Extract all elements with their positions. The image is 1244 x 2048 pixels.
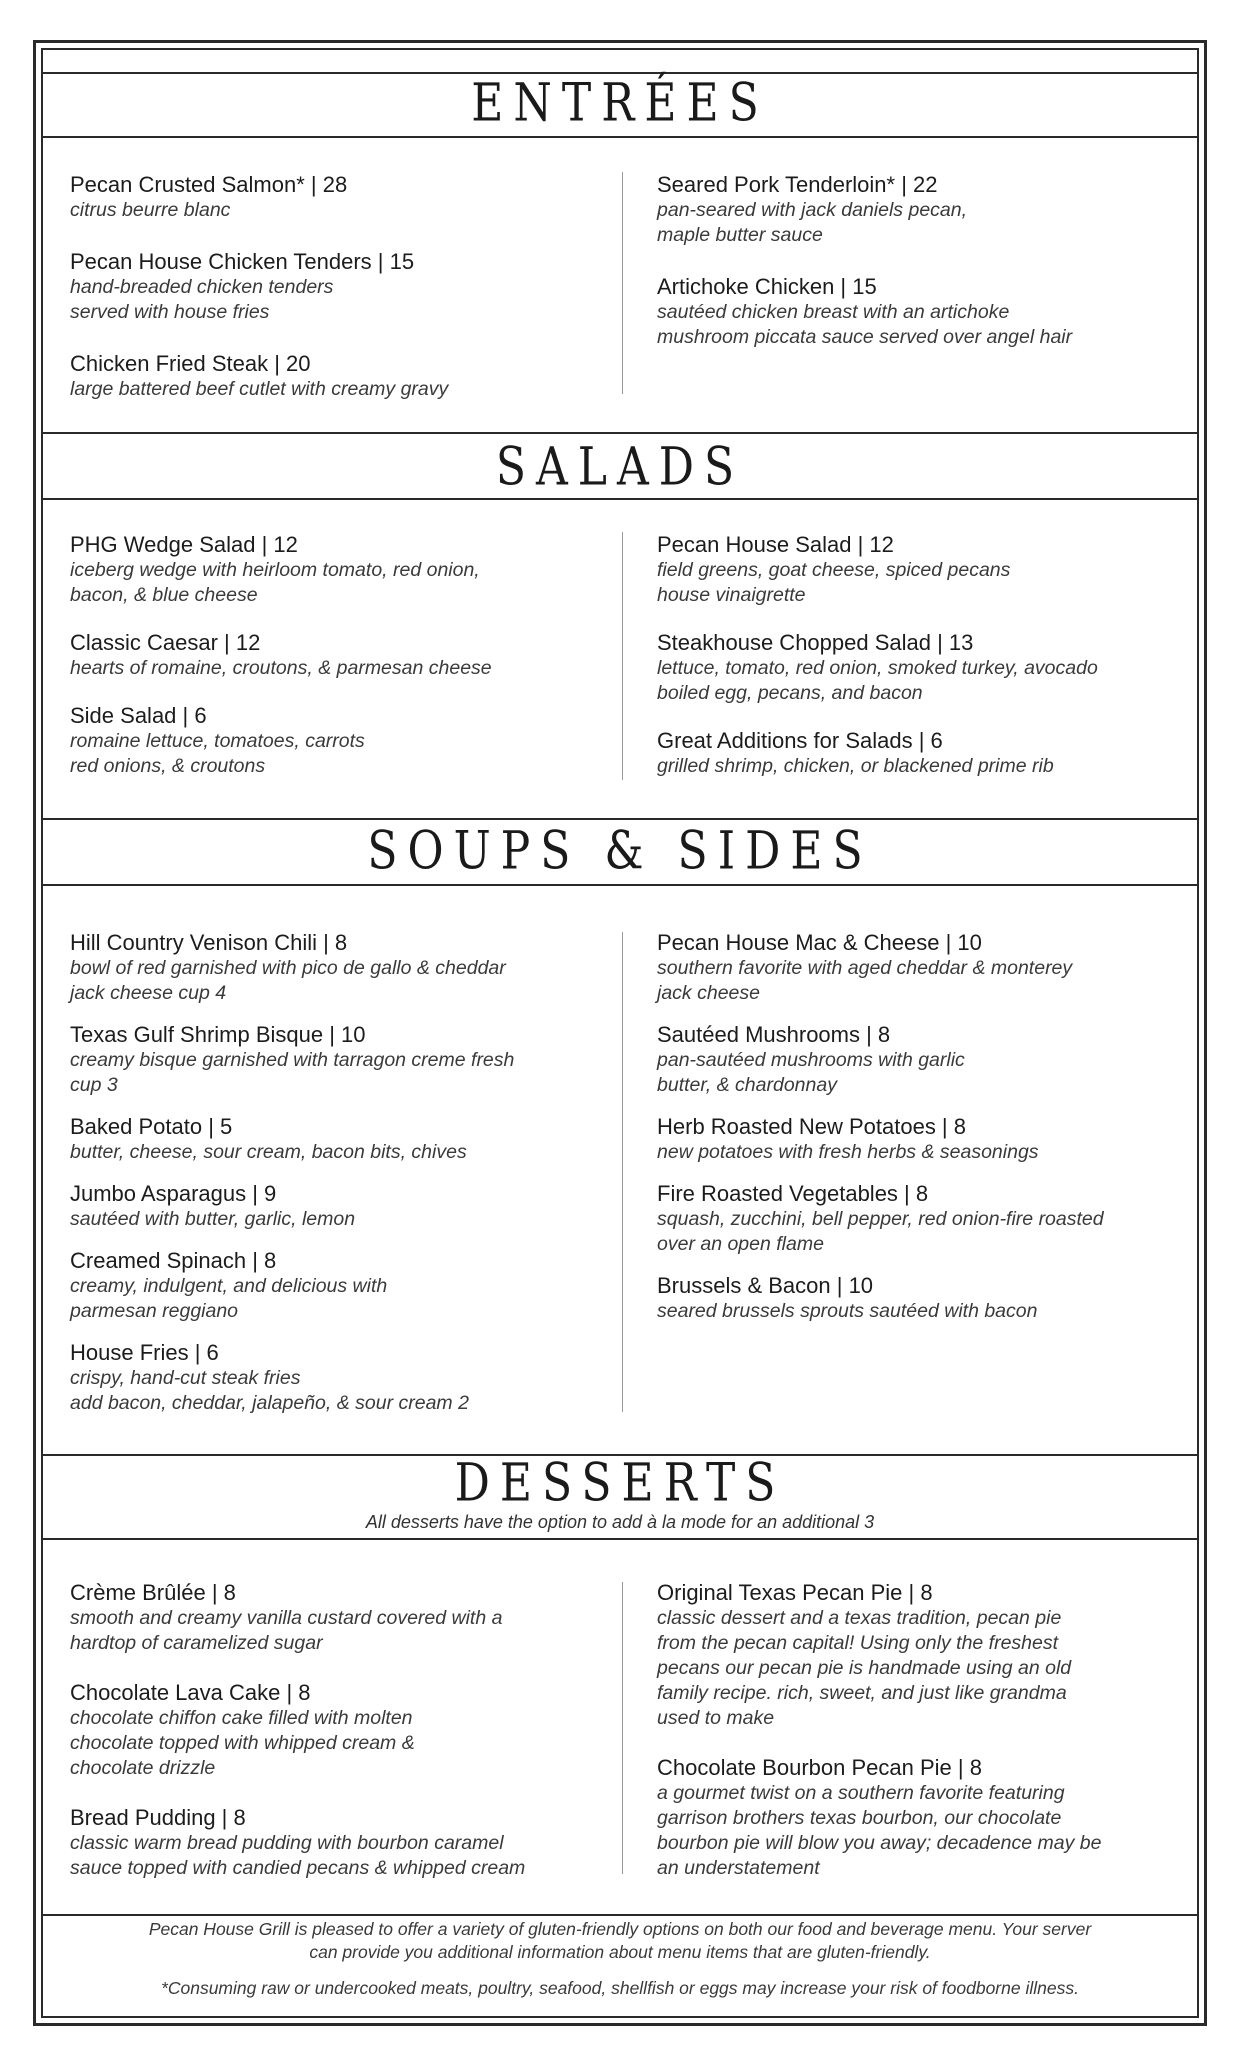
menu-item-description: add bacon, cheddar, jalapeño, & sour cream 2: [70, 1392, 469, 1414]
menu-item-name: Chocolate Bourbon Pecan Pie | 8: [657, 1755, 982, 1780]
menu-item-description: mushroom piccata sauce served over angel hair: [657, 326, 1073, 348]
menu-item-description: red onions, & croutons: [70, 755, 266, 777]
entrees-right-column: [657, 172, 1187, 350]
menu-item-name: Hill Country Venison Chili | 8: [70, 930, 348, 955]
soups-sides-left-column: [70, 930, 600, 1416]
menu-item-description: lettuce, tomato, red onion, smoked turkey, avocado: [657, 657, 1098, 679]
menu-item-description: boiled egg, pecans, and bacon: [657, 682, 923, 704]
menu-item: [657, 1022, 1187, 1098]
menu-item-description: hand-breaded chicken tenders: [70, 276, 334, 298]
menu-item-description: romaine lettuce, tomatoes, carrots: [70, 730, 365, 752]
menu-item: [657, 728, 1187, 779]
menu-item-name: Baked Potato | 5: [70, 1114, 233, 1139]
menu-item-description: creamy, indulgent, and delicious with: [70, 1275, 388, 1297]
menu-item: [70, 930, 600, 1006]
menu-item-name: Texas Gulf Shrimp Bisque | 10: [70, 1022, 366, 1047]
menu-item-description: chocolate drizzle: [70, 1757, 216, 1779]
menu-item-name: Herb Roasted New Potatoes | 8: [657, 1114, 966, 1139]
column-divider: [622, 532, 623, 780]
section-title-soups-sides: SOUPS & SIDES: [367, 821, 873, 882]
menu-item: [70, 351, 600, 402]
menu-item-name: Steakhouse Chopped Salad | 13: [657, 630, 974, 655]
menu-item-description: pan-sautéed mushrooms with garlic: [657, 1049, 965, 1071]
menu-item-name: Chicken Fried Steak | 20: [70, 351, 311, 376]
soups-sides-right-column: [657, 930, 1187, 1324]
menu-item-description: pecans our pecan pie is handmade using an old: [657, 1657, 1072, 1679]
divider: [41, 818, 1199, 820]
column-divider: [622, 932, 623, 1412]
menu-item-description: classic warm bread pudding with bourbon caramel: [70, 1832, 504, 1854]
menu-item-name: Pecan House Chicken Tenders | 15: [70, 249, 415, 274]
menu-item-description: bacon, & blue cheese: [70, 584, 258, 606]
menu-item-name: PHG Wedge Salad | 12: [70, 532, 298, 557]
menu-item-name: Crème Brûlée | 8: [70, 1580, 236, 1605]
menu-item: [70, 249, 600, 325]
menu-item-description: classic dessert and a texas tradition, pecan pie: [657, 1607, 1062, 1629]
menu-item-description: southern favorite with aged cheddar & monterey: [657, 957, 1073, 979]
menu-item-name: Original Texas Pecan Pie | 8: [657, 1580, 933, 1605]
gluten-notice-line-1: Pecan House Grill is pleased to offer a variety of gluten-friendly options on both our food and beverage menu. Your server: [148, 1919, 1092, 1939]
gluten-friendly-notice: [60, 1918, 1180, 1964]
menu-item-description: house vinaigrette: [657, 584, 806, 606]
menu-item-description: from the pecan capital! Using only the freshest: [657, 1632, 1059, 1654]
menu-item: [657, 1181, 1187, 1257]
menu-item-description: hardtop of caramelized sugar: [70, 1632, 323, 1654]
menu-item-name: Sautéed Mushrooms | 8: [657, 1022, 891, 1047]
section-title-entrees: ENTRÉES: [471, 73, 769, 134]
menu-item-description: iceberg wedge with heirloom tomato, red onion,: [70, 559, 480, 581]
menu-item-description: a gourmet twist on a southern favorite featuring: [657, 1782, 1065, 1804]
divider: [41, 432, 1199, 434]
section-title-desserts: DESSERTS: [454, 1453, 786, 1514]
menu-item-description: an understatement: [657, 1857, 820, 1879]
menu-item-description: hearts of romaine, croutons, & parmesan cheese: [70, 657, 492, 679]
menu-item-description: smooth and creamy vanilla custard covered with a: [70, 1607, 503, 1629]
menu-item: [657, 532, 1187, 608]
menu-item: [70, 1181, 600, 1232]
section-title-salads: SALADS: [495, 437, 745, 498]
consumer-advisory: *Consuming raw or undercooked meats, poultry, seafood, shellfish or eggs may increase your risk of foodborne illness.: [161, 1978, 1079, 1998]
salads-left-column: [70, 532, 600, 779]
desserts-right-column: [657, 1580, 1187, 1881]
menu-item: [657, 1580, 1187, 1731]
divider: [41, 1538, 1199, 1540]
menu-item-name: Fire Roasted Vegetables | 8: [657, 1181, 929, 1206]
menu-item: [70, 532, 600, 608]
menu-item-name: House Fries | 6: [70, 1340, 219, 1365]
divider: [41, 498, 1199, 500]
menu-item-description: grilled shrimp, chicken, or blackened prime rib: [657, 755, 1054, 777]
menu-item-description: served with house fries: [70, 301, 270, 323]
menu-item-description: squash, zucchini, bell pepper, red onion-fire roasted: [657, 1208, 1104, 1230]
menu-item-name: Seared Pork Tenderloin* | 22: [657, 172, 938, 197]
desserts-left-column: [70, 1580, 600, 1881]
menu-item-description: large battered beef cutlet with creamy gravy: [70, 378, 449, 400]
menu-item-name: Chocolate Lava Cake | 8: [70, 1680, 311, 1705]
menu-item-name: Jumbo Asparagus | 9: [70, 1181, 277, 1206]
menu-item-name: Pecan House Salad | 12: [657, 532, 894, 557]
menu-item-name: Pecan Crusted Salmon* | 28: [70, 172, 348, 197]
menu-item-description: seared brussels sprouts sautéed with bacon: [657, 1300, 1038, 1322]
menu-item-description: parmesan reggiano: [70, 1300, 239, 1322]
menu-item: [657, 1114, 1187, 1165]
menu-item: [70, 172, 600, 223]
menu-item-description: over an open flame: [657, 1233, 824, 1255]
menu-item: [657, 172, 1187, 248]
menu-item-description: cup 3: [70, 1074, 118, 1096]
menu-item-description: jack cheese: [657, 982, 760, 1004]
menu-item-description: chocolate chiffon cake filled with molten: [70, 1707, 413, 1729]
menu-item: [70, 1805, 600, 1881]
menu-item-description: crispy, hand-cut steak fries: [70, 1367, 301, 1389]
menu-item: [70, 630, 600, 681]
menu-item-description: used to make: [657, 1707, 775, 1729]
gluten-notice-line-2: can provide you additional information about menu items that are gluten-friendly.: [309, 1942, 931, 1962]
menu-item-description: bowl of red garnished with pico de gallo & cheddar: [70, 957, 506, 979]
menu-item-description: garrison brothers texas bourbon, our chocolate: [657, 1807, 1062, 1829]
menu-item: [657, 1755, 1187, 1881]
menu-item-description: sautéed with butter, garlic, lemon: [70, 1208, 356, 1230]
desserts-note: All desserts have the option to add à la mode for an additional 3: [365, 1512, 875, 1532]
menu-item-name: Artichoke Chicken | 15: [657, 274, 877, 299]
menu-item-name: Brussels & Bacon | 10: [657, 1273, 874, 1298]
menu-item-description: bourbon pie will blow you away; decadence may be: [657, 1832, 1102, 1854]
menu-item-description: citrus beurre blanc: [70, 199, 231, 221]
menu-item-description: maple butter sauce: [657, 224, 823, 246]
menu-item-description: field greens, goat cheese, spiced pecans: [657, 559, 1011, 581]
menu-item-description: jack cheese cup 4: [70, 982, 227, 1004]
menu-item-name: Side Salad | 6: [70, 703, 207, 728]
menu-item-description: sauce topped with candied pecans & whipped cream: [70, 1857, 526, 1879]
divider: [41, 136, 1199, 138]
menu-item-description: pan-seared with jack daniels pecan,: [657, 199, 968, 221]
menu-item: [70, 1248, 600, 1324]
menu-item-name: Great Additions for Salads | 6: [657, 728, 943, 753]
menu-item: [657, 1273, 1187, 1324]
divider: [41, 1914, 1199, 1916]
menu-item-description: butter, & chardonnay: [657, 1074, 837, 1096]
menu-item: [70, 1680, 600, 1781]
menu-item-name: Bread Pudding | 8: [70, 1805, 246, 1830]
column-divider: [622, 172, 623, 394]
menu-item-description: new potatoes with fresh herbs & seasonings: [657, 1141, 1039, 1163]
salads-right-column: [657, 532, 1187, 779]
menu-item-description: butter, cheese, sour cream, bacon bits, chives: [70, 1141, 467, 1163]
menu-item-description: creamy bisque garnished with tarragon creme fresh: [70, 1049, 515, 1071]
menu-item-name: Classic Caesar | 12: [70, 630, 261, 655]
entrees-left-column: [70, 172, 600, 402]
menu-item-description: family recipe. rich, sweet, and just like grandma: [657, 1682, 1067, 1704]
menu-item: [657, 274, 1187, 350]
menu-item-description: chocolate topped with whipped cream &: [70, 1732, 415, 1754]
menu-item-name: Pecan House Mac & Cheese | 10: [657, 930, 982, 955]
menu-item: [657, 930, 1187, 1006]
divider: [41, 884, 1199, 886]
menu-item-name: Creamed Spinach | 8: [70, 1248, 277, 1273]
menu-item: [657, 630, 1187, 706]
menu-item: [70, 1022, 600, 1098]
menu-item-description: sautéed chicken breast with an artichoke: [657, 301, 1010, 323]
menu-item: [70, 1580, 600, 1656]
menu-item: [70, 703, 600, 779]
menu-item: [70, 1114, 600, 1165]
column-divider: [622, 1582, 623, 1874]
menu-item: [70, 1340, 600, 1416]
